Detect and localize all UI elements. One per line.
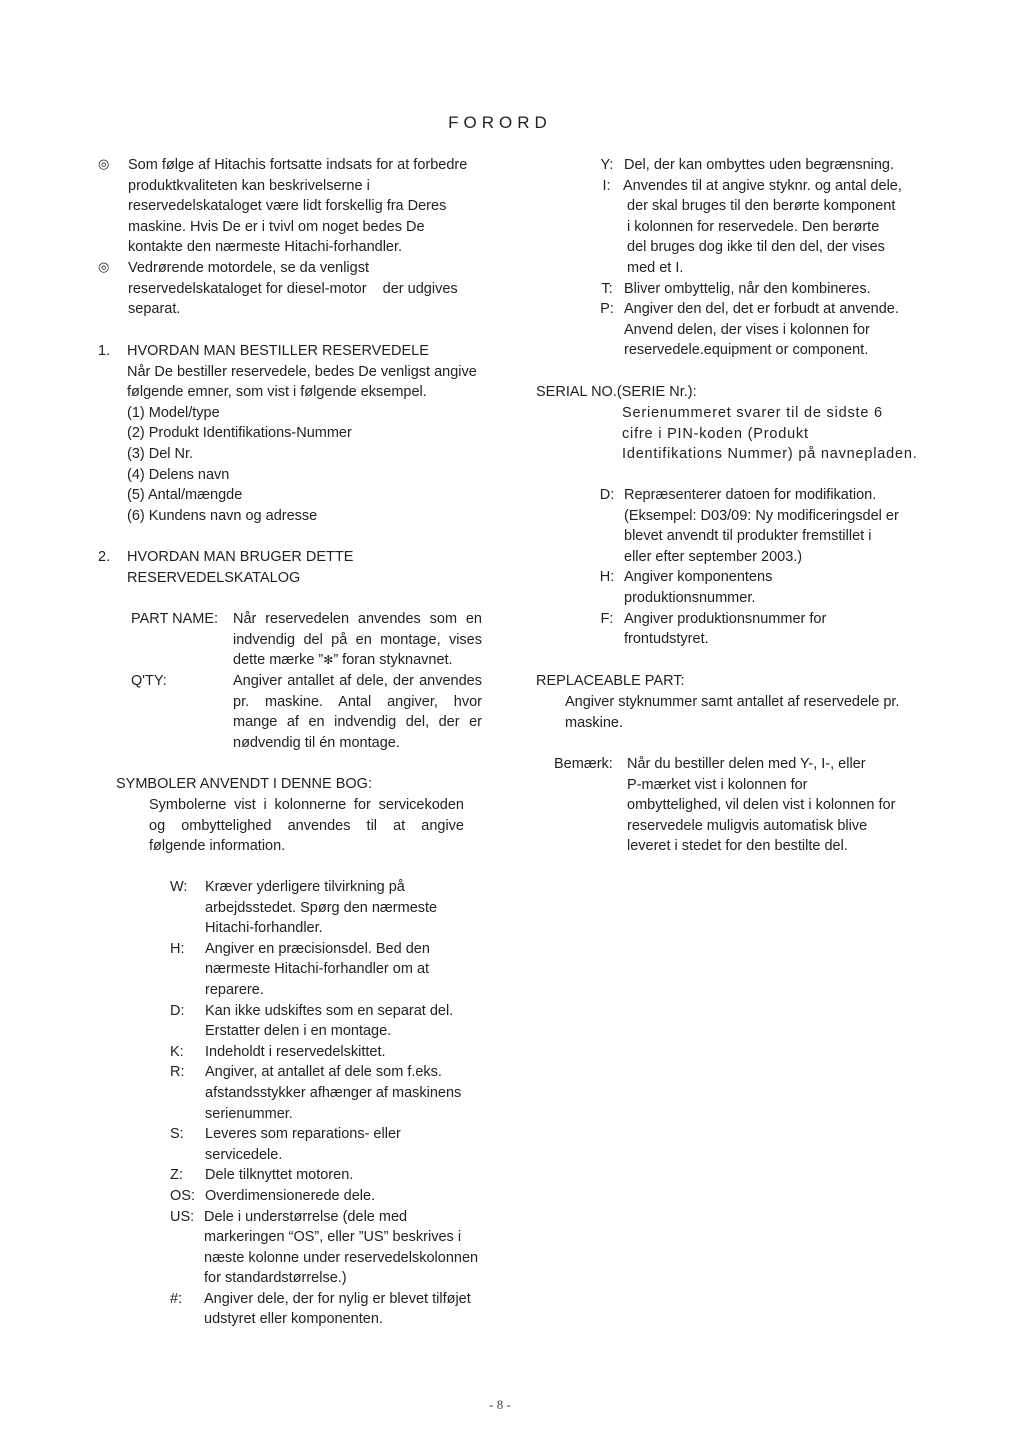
text-line: og ombyttelighed anvendes til at angive xyxy=(149,817,464,834)
symbol-desc xyxy=(205,1186,375,1207)
replaceable-heading: REPLACEABLE PART: xyxy=(536,673,685,689)
text-line: næste kolonne under reservedelskolonnen xyxy=(204,1249,479,1266)
list-item xyxy=(590,485,910,567)
list-item xyxy=(590,279,910,300)
list-item xyxy=(170,1165,490,1186)
symbol-code: K: xyxy=(170,1043,184,1060)
symbol-desc xyxy=(624,299,899,361)
intro-bullet-1 xyxy=(128,155,467,258)
list-item xyxy=(170,1289,490,1330)
list-item xyxy=(590,155,910,176)
text-line: afstandsstykker afhænger af maskinens xyxy=(205,1084,462,1101)
intro-bullet-2 xyxy=(128,258,458,320)
text-line: reservedelskataloget for diesel-motor der udgives xyxy=(128,280,458,297)
list-item xyxy=(170,1124,490,1165)
list-item xyxy=(170,1001,490,1042)
symbol-code: W: xyxy=(170,879,188,895)
text-line: i kolonnen for reservedele. Den berørte xyxy=(627,218,880,235)
text-line: følgende emner, som vist i følgende eksempel. xyxy=(127,384,427,401)
list-item xyxy=(170,877,490,939)
text-line: kontakte den nærmeste Hitachi-forhandler. xyxy=(128,239,403,256)
list-item: (2) Produkt Identifikations-Nummer xyxy=(127,425,352,442)
symbol-code: D: xyxy=(599,487,615,503)
symbol-code: D: xyxy=(170,1002,185,1019)
symbol-code: US: xyxy=(170,1208,195,1225)
section-2-heading xyxy=(127,547,353,588)
bullet-icon: ◎ xyxy=(98,157,110,172)
symbols-list xyxy=(170,877,490,1330)
section-1-number: 1. xyxy=(98,343,111,359)
text-line: pr. maskine. Antal angiver, hvor xyxy=(233,693,482,710)
text-line: mange af en indvendig del, der er xyxy=(233,714,482,731)
text-line: Når du bestiller delen med Y-, I-, eller xyxy=(627,756,866,772)
text-line: Kræver yderligere tilvirkning på xyxy=(205,879,405,895)
symbol-code: Y: xyxy=(600,157,614,173)
text-line: reservedelskataloget være lidt forskellig fra Deres xyxy=(128,198,447,215)
list-item: (5) Antal/mængde xyxy=(127,487,243,504)
section-2-number: 2. xyxy=(98,549,111,565)
text-fragment: dette mærke ” xyxy=(233,652,324,669)
text-line: separat. xyxy=(128,301,181,318)
symbol-desc xyxy=(204,1289,471,1330)
symbol-desc xyxy=(624,567,772,608)
text-line xyxy=(233,650,482,671)
text-line: Serienummeret svarer til de sidste 6 xyxy=(622,405,883,421)
list-item: (3) Del Nr. xyxy=(127,445,194,462)
list-item xyxy=(590,567,910,608)
symbol-desc xyxy=(205,1124,401,1165)
text-line: følgende information. xyxy=(149,838,286,855)
symbol-desc xyxy=(624,609,826,650)
symbol-desc xyxy=(205,939,430,1001)
text-line: Leveres som reparations- eller xyxy=(205,1126,401,1143)
text-line: P-mærket vist i kolonnen for xyxy=(627,776,808,793)
text-line: Angiver den del, det er forbudt at anvende. xyxy=(624,301,899,318)
list-item xyxy=(170,939,490,1001)
text-line: der skal bruges til den berørte komponent xyxy=(627,198,896,215)
text-line: produktkvaliteten kan beskrivelserne i xyxy=(128,177,370,194)
symbol-code: Z: xyxy=(170,1167,183,1184)
text-line: Angiver en præcisionsdel. Bed den xyxy=(205,940,430,957)
list-item xyxy=(590,176,910,279)
symbols-intro xyxy=(149,795,464,857)
list-item xyxy=(590,299,910,361)
symbol-code: T: xyxy=(601,280,613,297)
symbol-desc xyxy=(205,1042,386,1063)
text-line: Symbolerne vist i kolonnerne for servicekoden xyxy=(149,797,464,813)
text-line: Anvendes til at angive styknr. og antal dele, xyxy=(623,177,902,194)
text-line: Kan ikke udskiftes som en separat del. xyxy=(205,1002,454,1019)
page-title: FORORD xyxy=(448,113,552,132)
asterisk-mark-icon: ✻ xyxy=(323,653,334,668)
text-line: for standardstørrelse.) xyxy=(204,1270,347,1287)
list-item xyxy=(170,1042,490,1063)
replaceable-text xyxy=(565,692,899,733)
text-line: Angiver dele, der for nylig er blevet tilføjet xyxy=(204,1290,471,1307)
symbol-code: H: xyxy=(170,940,185,957)
symbol-code: OS: xyxy=(170,1187,195,1204)
symbol-desc xyxy=(624,485,899,567)
serial-heading: SERIAL NO.(SERIE Nr.): xyxy=(536,384,697,400)
page-number: - 8 - xyxy=(489,1397,511,1412)
text-line: produktionsnummer. xyxy=(624,589,756,606)
symbol-desc xyxy=(624,279,871,300)
section-1 xyxy=(127,341,477,526)
text-line: Indeholdt i reservedelskittet. xyxy=(205,1043,386,1060)
symbol-code: F: xyxy=(600,610,614,627)
symbol-desc xyxy=(205,1165,353,1186)
list-item: (6) Kundens navn og adresse xyxy=(127,507,318,524)
list-item: (1) Model/type xyxy=(127,404,220,421)
text-line: eller efter september 2003.) xyxy=(624,548,803,565)
text-line: maskine. xyxy=(565,714,624,731)
text-line: Bliver ombyttelig, når den kombineres. xyxy=(624,280,871,297)
serial-codes-list xyxy=(590,485,910,650)
text-line: Vedrørende motordele, se da venligst xyxy=(128,260,369,276)
text-line: Når reservedelen anvendes som en xyxy=(233,611,482,627)
text-line: reparere. xyxy=(205,981,264,998)
text-line: nærmeste Hitachi-forhandler om at xyxy=(205,961,430,978)
interchange-list xyxy=(590,155,910,361)
part-name-text xyxy=(233,609,482,671)
text-line: del bruges dog ikke til den del, der vises xyxy=(627,239,885,256)
text-line: Anvend delen, der vises i kolonnen for xyxy=(624,321,870,338)
list-item xyxy=(170,1062,490,1124)
symbol-code: H: xyxy=(599,569,615,586)
text-line: markeringen “OS”, eller ”US” beskrives i xyxy=(204,1229,462,1246)
text-line: Angiver produktionsnummer for xyxy=(624,610,827,627)
symbol-desc xyxy=(205,877,437,939)
text-line: blevet anvendt til produkter fremstillet i xyxy=(624,528,872,545)
symbol-code: #: xyxy=(170,1290,183,1307)
list-item xyxy=(170,1207,490,1289)
text-line: (Eksempel: D03/09: Ny modificeringsdel er xyxy=(624,507,899,524)
section-1-heading: HVORDAN MAN BESTILLER RESERVEDELE xyxy=(127,343,429,359)
text-line: Dele tilknyttet motoren. xyxy=(205,1167,354,1184)
symbol-desc xyxy=(205,1001,453,1042)
symbol-desc xyxy=(624,155,894,176)
text-line: Del, der kan ombyttes uden begrænsning. xyxy=(624,157,895,173)
text-line: Overdimensionerede dele. xyxy=(205,1187,376,1204)
symbol-code: P: xyxy=(600,301,614,318)
text-line: udstyret eller komponenten. xyxy=(204,1311,383,1328)
text-fragment: ” foran styknavnet. xyxy=(333,652,453,669)
text-line: reservedele.equipment or component. xyxy=(624,342,869,359)
qty-text xyxy=(233,671,482,753)
text-line: indvendig del på en montage, vises xyxy=(233,631,482,648)
text-line: Angiver antallet af dele, der anvendes xyxy=(233,673,482,689)
text-line: Repræsenterer datoen for modifikation. xyxy=(624,487,877,503)
symbol-code: I: xyxy=(602,177,611,194)
text-line: arbejdsstedet. Spørg den nærmeste xyxy=(205,899,438,916)
text-line: Som følge af Hitachis fortsatte indsats for at forbedre xyxy=(128,157,468,173)
text-line: Dele i understørrelse (dele med xyxy=(204,1208,408,1225)
heading-line: HVORDAN MAN BRUGER DETTE xyxy=(127,549,354,565)
symbol-desc xyxy=(623,176,902,279)
serial-text xyxy=(622,403,918,465)
text-line: med et I. xyxy=(627,259,684,276)
text-line: serienummer. xyxy=(205,1105,293,1122)
text-line: Hitachi-forhandler. xyxy=(205,920,323,937)
text-line: Angiver styknummer samt antallet af reservedele pr. xyxy=(565,694,900,710)
text-line: maskine. Hvis De er i tvivl om noget bedes De xyxy=(128,218,425,235)
text-line: servicedele. xyxy=(205,1146,283,1163)
text-line: Angiver, at antallet af dele som f.eks. xyxy=(205,1064,442,1081)
text-line: Erstatter delen i en montage. xyxy=(205,1023,392,1040)
text-line: Når De bestiller reservedele, bedes De venligst angive xyxy=(127,363,477,380)
symbol-desc xyxy=(204,1207,478,1289)
note-text xyxy=(627,754,895,857)
symbols-heading: SYMBOLER ANVENDT I DENNE BOG: xyxy=(116,776,372,792)
list-item xyxy=(590,609,910,650)
text-line: reservedele muligvis automatisk blive xyxy=(627,817,868,834)
part-name-label: PART NAME: xyxy=(131,611,219,627)
list-item: (4) Delens navn xyxy=(127,466,230,483)
qty-label: Q'TY: xyxy=(131,673,167,689)
text-line: Angiver komponentens xyxy=(624,569,773,586)
text-line: leveret i stedet for den bestilte del. xyxy=(627,838,848,855)
bullet-icon: ◎ xyxy=(98,260,110,275)
symbol-desc xyxy=(205,1062,461,1124)
note-label: Bemærk: xyxy=(554,756,613,772)
text-line: nødvendig til én montage. xyxy=(233,734,400,751)
text-line: frontudstyret. xyxy=(624,631,709,648)
list-item xyxy=(170,1186,490,1207)
text-line: ombyttelighed, vil delen vist i kolonnen for xyxy=(627,797,896,814)
text-line: cifre i PIN-koden (Produkt xyxy=(622,425,809,442)
symbol-code: S: xyxy=(170,1126,184,1143)
text-line: Identifikations Nummer) på navnepladen. xyxy=(622,446,918,463)
heading-line: RESERVEDELSKATALOG xyxy=(127,569,301,586)
symbol-code: R: xyxy=(170,1064,185,1081)
